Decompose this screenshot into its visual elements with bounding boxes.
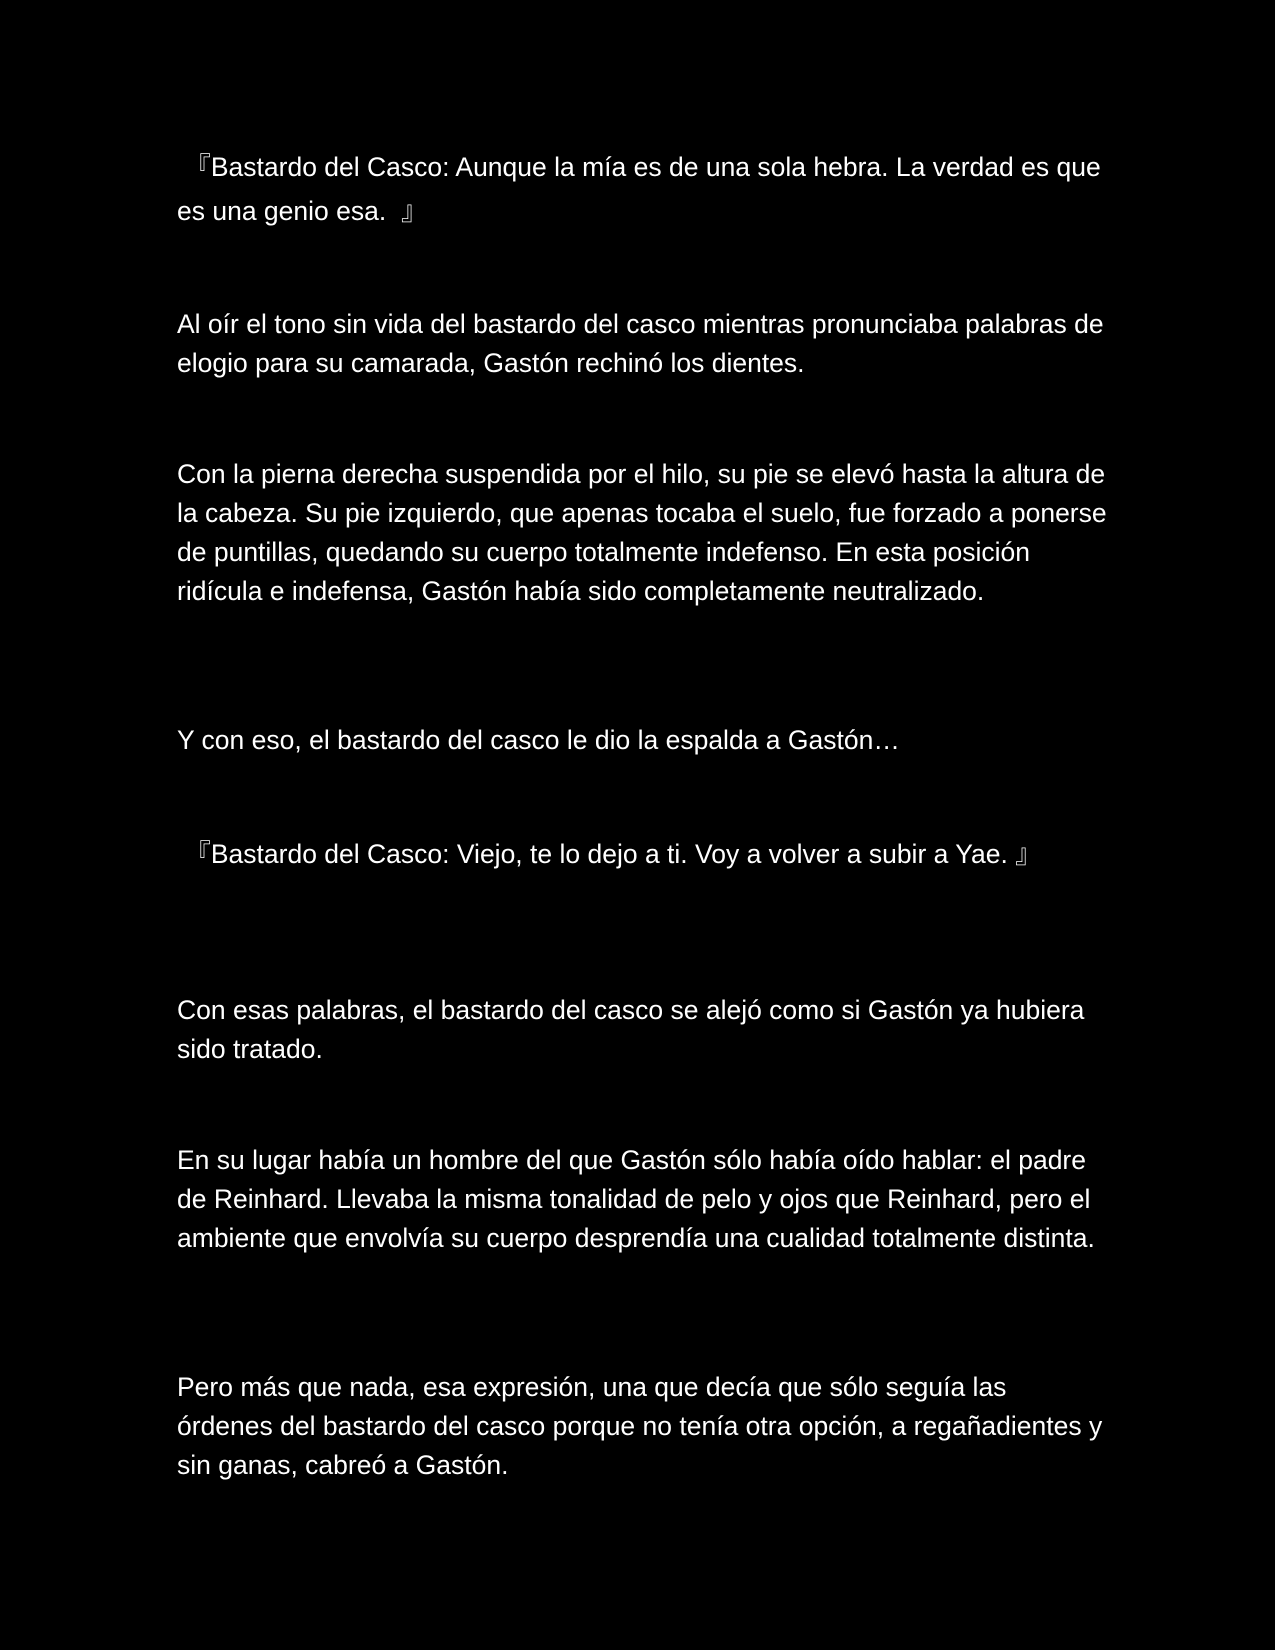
paragraph-3: Con la pierna derecha suspendida por el hilo, su pie se elevó hasta la altura de la cabeza. Su pie izquierdo, que apenas tocaba el suelo, fue forzado a ponerse de puntillas, quedando su cuerpo totalmente indefenso. En esta posición ridícula e indefensa, Gastón había sido completamente neutralizado. <box>177 459 1107 606</box>
dialogue-paragraph-1: 『Bastardo del Casco: Aunque la mía es de una sola hebra. La verdad es que es una genio esa. 』 <box>177 152 1101 226</box>
paragraph-2: Al oír el tono sin vida del bastardo del casco mientras pronunciaba palabras de elogio para su camarada, Gastón rechinó los dientes. <box>177 309 1104 378</box>
paragraph-8: Pero más que nada, esa expresión, una que decía que sólo seguía las órdenes del bastardo del casco porque no tenía otra opción, a regañadientes y sin ganas, cabreó a Gastón. <box>177 1372 1103 1480</box>
paragraph-6: Con esas palabras, el bastardo del casco se alejó como si Gastón ya hubiera sido tratado. <box>177 995 1085 1064</box>
dialogue-paragraph-5: 『Bastardo del Casco: Viejo, te lo dejo a ti. Voy a volver a subir a Yae. 』 <box>177 839 1042 869</box>
paragraph-7: En su lugar había un hombre del que Gastón sólo había oído hablar: el padre de Reinhard. Llevaba la misma tonalidad de pelo y ojos que Reinhard, pero el ambiente que envolvía su cuerpo desprendía una cualidad totalmente distinta. <box>177 1145 1095 1253</box>
paragraph-4: Y con eso, el bastardo del casco le dio la espalda a Gastón… <box>177 725 900 755</box>
